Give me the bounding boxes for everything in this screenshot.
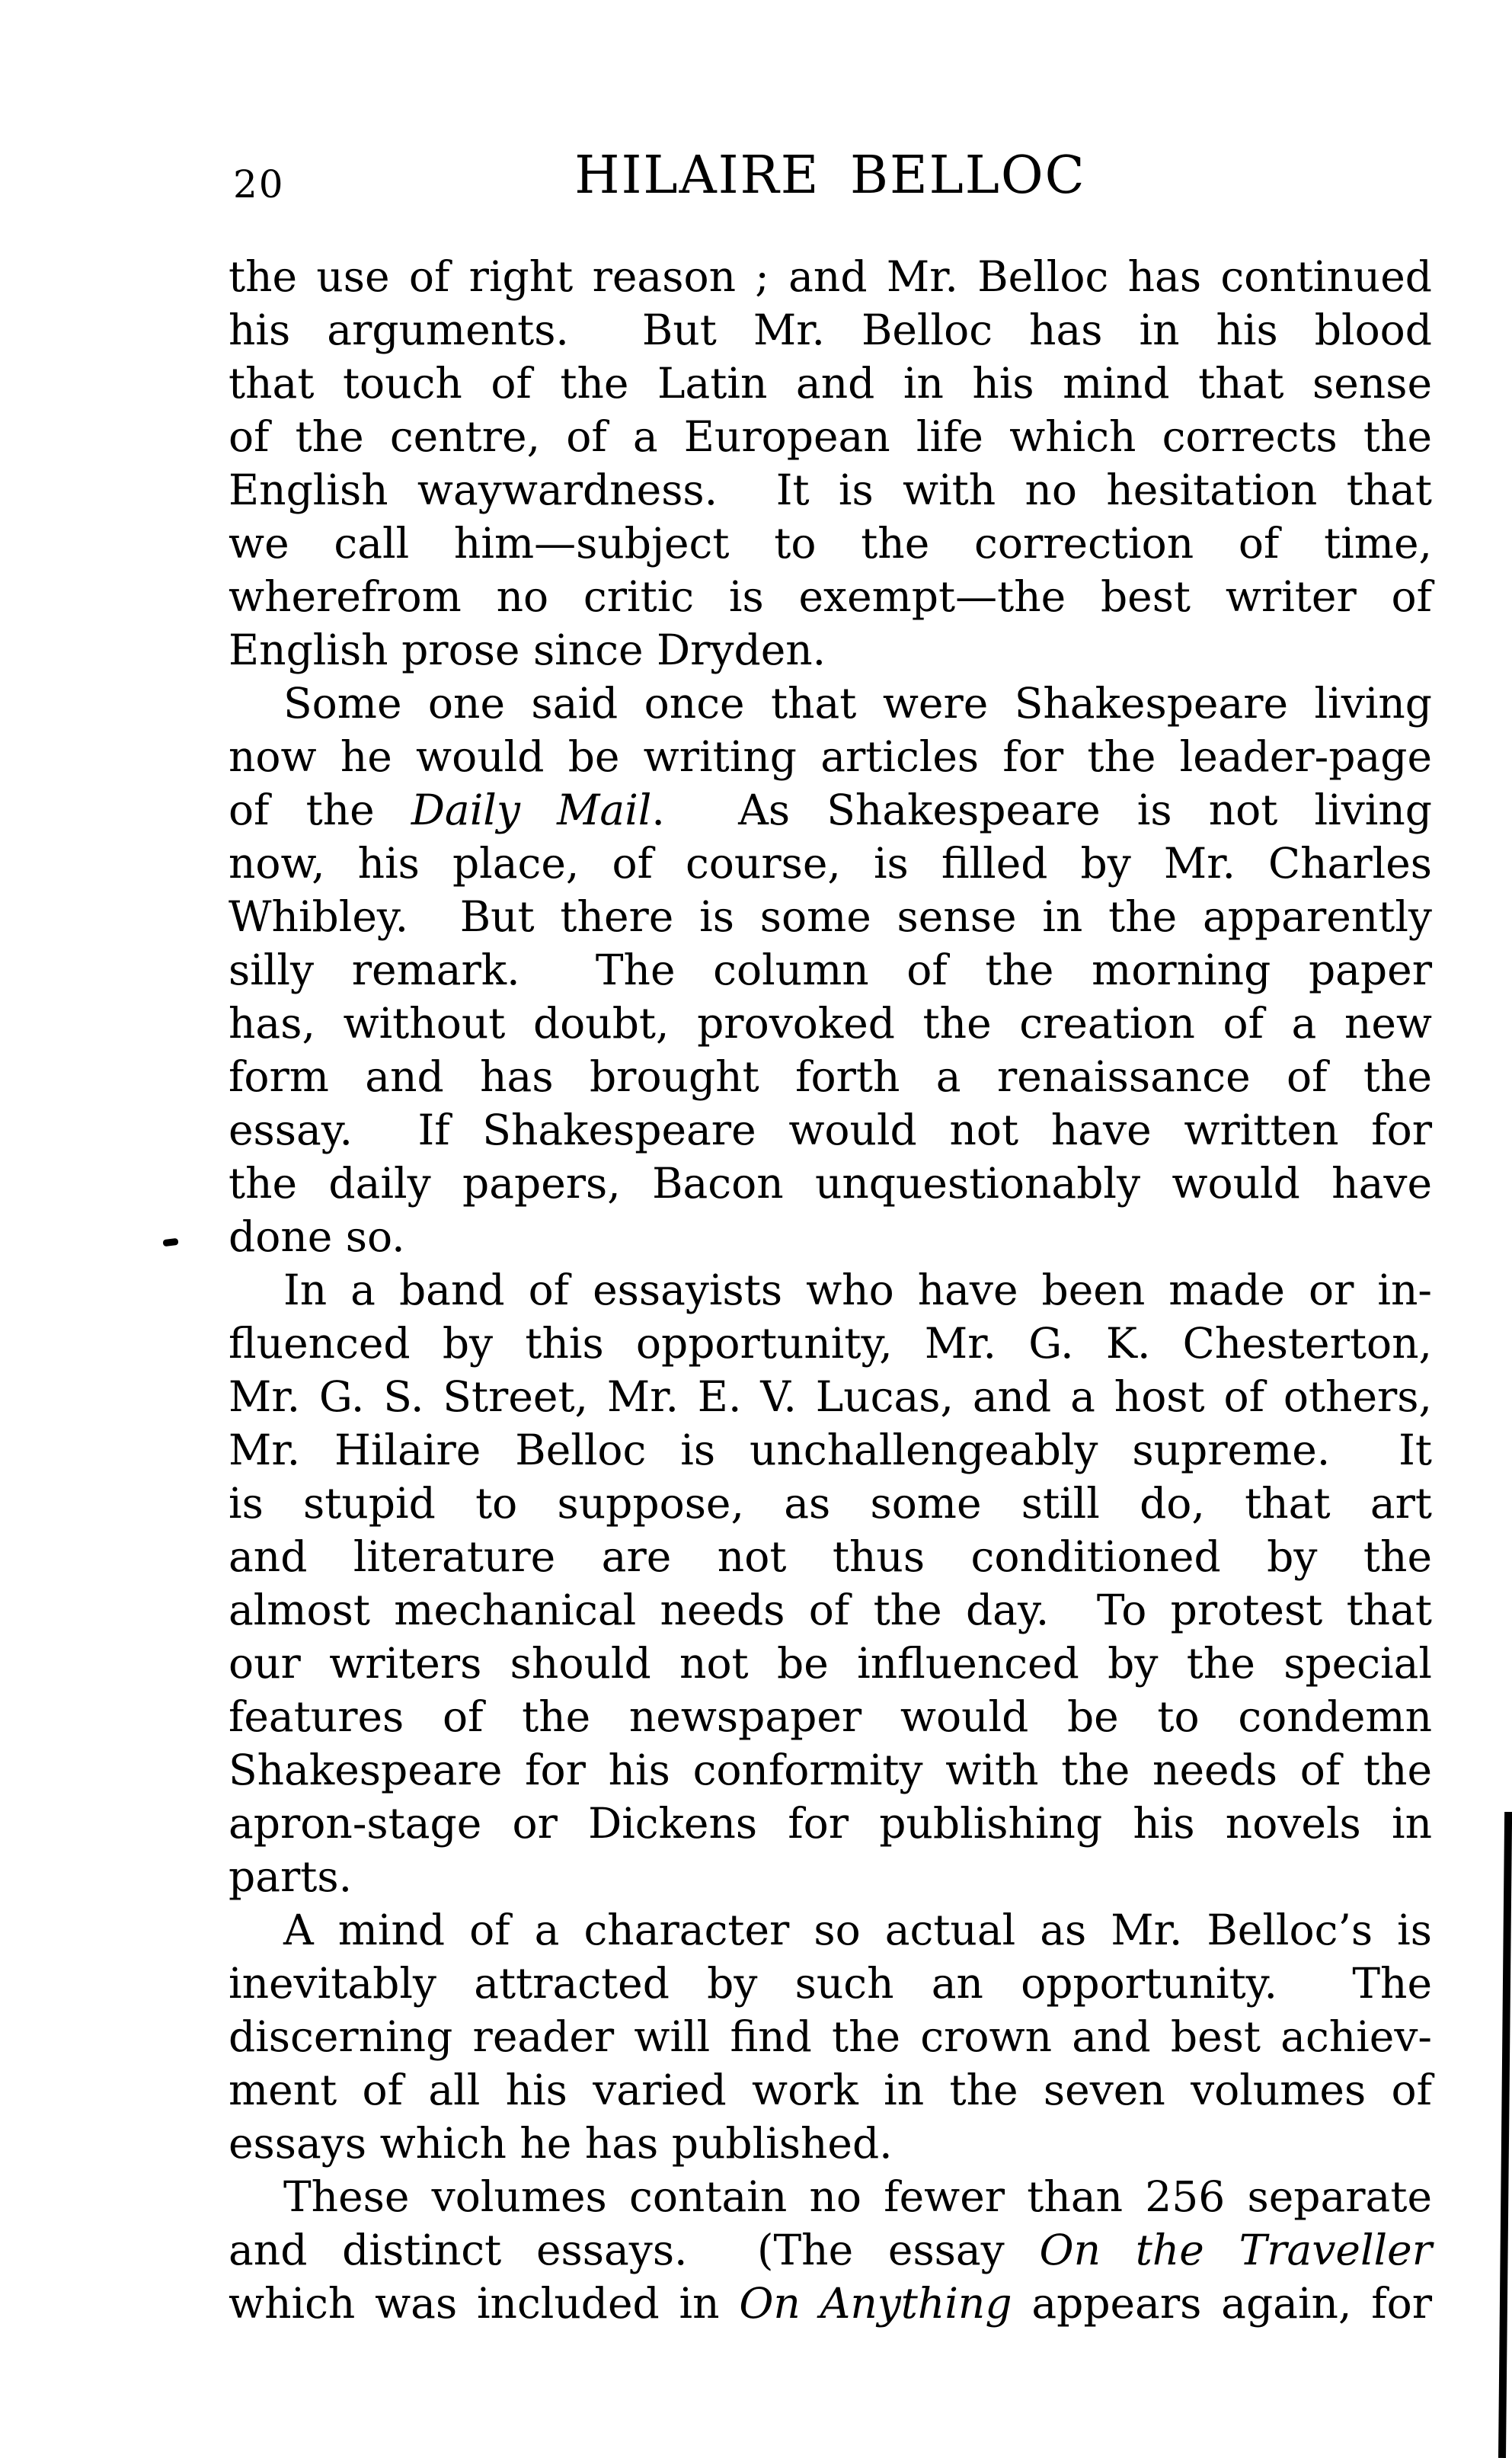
text-segment: inevitably attracted by such an opportunity. The (229, 1959, 1432, 2008)
text-line (229, 1583, 1432, 1637)
text-segment: fluenced by this opportunity, Mr. G. K. Chesterton, (229, 1319, 1432, 1368)
text-segment: the use of right reason ; and Mr. Belloc has continued (229, 252, 1432, 301)
text-segment: Whibley. But there is some sense in the apparently (229, 892, 1432, 941)
text-segment: his arguments. But Mr. Belloc has in his blood (229, 306, 1432, 354)
text-line (229, 1050, 1432, 1103)
text-segment: is stupid to suppose, as some still do, that art (229, 1479, 1432, 1528)
text-segment: almost mechanical needs of the day. To protest that (229, 1586, 1432, 1634)
text-line (229, 1637, 1432, 1690)
text-line (229, 1157, 1432, 1210)
text-line (229, 410, 1432, 463)
text-segment: Shakespeare for his conformity with the needs of the (229, 1746, 1432, 1794)
text-line (229, 2170, 1432, 2223)
text-segment: These volumes contain no fewer than 256 separate (283, 2172, 1432, 2221)
text-line (229, 1850, 1432, 1903)
text-segment: silly remark. The column of the morning paper (229, 946, 1432, 994)
text-segment: features of the newspaper would be to condemn (229, 1692, 1432, 1741)
text-line (229, 730, 1432, 783)
text-line (229, 2277, 1432, 2330)
text-line (229, 1957, 1432, 2010)
text-segment: done so. (229, 1212, 405, 1261)
text-segment: A mind of a character so actual as Mr. Belloc’s is (283, 1906, 1432, 1954)
text-segment: of the centre, of a European life which corrects the (229, 412, 1432, 461)
text-line (229, 1743, 1432, 1797)
text-segment: of the (229, 786, 411, 834)
text-line (229, 1423, 1432, 1477)
text-line (229, 250, 1432, 303)
text-line (229, 1103, 1432, 1157)
running-title: HILAIRE BELLOC (574, 146, 1086, 206)
text-segment: wherefrom no critic is exempt—the best writer of (229, 572, 1432, 621)
text-segment: Some one said once that were Shakespeare living (283, 679, 1432, 728)
text-segment: English waywardness. It is with no hesitation that (229, 466, 1432, 514)
italic-essay-title: Daily Mail (411, 786, 652, 834)
text-line (229, 2223, 1432, 2277)
text-segment: Mr. G. S. Street, Mr. E. V. Lucas, and a host of others, (229, 1372, 1432, 1421)
text-block (229, 250, 1432, 2330)
text-line (229, 357, 1432, 410)
text-line (229, 2010, 1432, 2063)
text-segment: that touch of the Latin and in his mind that sense (229, 359, 1432, 408)
text-line (229, 1210, 1432, 1263)
text-segment: ment of all his varied work in the seven volumes of (229, 2066, 1432, 2114)
text-line (229, 303, 1432, 357)
text-line (229, 623, 1432, 677)
text-line (229, 1797, 1432, 1850)
ink-smudge-artifact (163, 1238, 179, 1247)
text-line (229, 463, 1432, 517)
text-line (229, 1690, 1432, 1743)
text-line (229, 570, 1432, 623)
italic-essay-title: On the Traveller (1039, 2226, 1432, 2274)
text-segment: Mr. Hilaire Belloc is unchallengeably supreme. It (229, 1426, 1432, 1474)
italic-essay-title: On Anything (739, 2279, 1012, 2328)
page-gutter-shadow (1498, 1812, 1512, 2458)
text-line (229, 677, 1432, 730)
text-line (229, 783, 1432, 837)
text-line (229, 1317, 1432, 1370)
text-line (229, 2117, 1432, 2170)
text-line (229, 890, 1432, 943)
text-line (229, 1263, 1432, 1317)
text-segment: parts. (229, 1852, 353, 1901)
page-number: 20 (233, 162, 285, 206)
text-line (229, 2063, 1432, 2117)
text-segment: now, his place, of course, is filled by Mr. Charles (229, 839, 1432, 888)
text-line (229, 997, 1432, 1050)
text-segment: English prose since Dryden. (229, 626, 826, 674)
text-line (229, 1903, 1432, 1957)
text-segment: which was included in (229, 2279, 740, 2328)
text-segment: apron-stage or Dickens for publishing his novels in (229, 1799, 1432, 1848)
text-line (229, 943, 1432, 997)
text-segment: essays which he has published. (229, 2119, 893, 2168)
text-line (229, 517, 1432, 570)
text-segment: . As Shakespeare is not living (651, 786, 1432, 834)
text-segment: has, without doubt, provoked the creation of a new (229, 999, 1432, 1048)
text-line (229, 1530, 1432, 1583)
text-segment: we call him—subject to the correction of time, (229, 519, 1432, 568)
text-segment: In a band of essayists who have been made or in- (283, 1266, 1432, 1314)
text-line (229, 837, 1432, 890)
text-line (229, 1370, 1432, 1423)
text-segment: discerning reader will find the crown and best achiev- (229, 2012, 1432, 2061)
text-segment: form and has brought forth a renaissance of the (229, 1052, 1432, 1101)
text-segment: and distinct essays. (The essay (229, 2226, 1040, 2274)
text-segment: our writers should not be influenced by the special (229, 1639, 1432, 1688)
text-segment: the daily papers, Bacon unquestionably would have (229, 1159, 1432, 1208)
text-segment: now he would be writing articles for the leader-page (229, 732, 1432, 781)
text-segment: essay. If Shakespeare would not have written for (229, 1106, 1432, 1154)
text-line (229, 1477, 1432, 1530)
text-segment: appears again, for (1012, 2279, 1432, 2328)
text-segment: and literature are not thus conditioned by the (229, 1532, 1432, 1581)
